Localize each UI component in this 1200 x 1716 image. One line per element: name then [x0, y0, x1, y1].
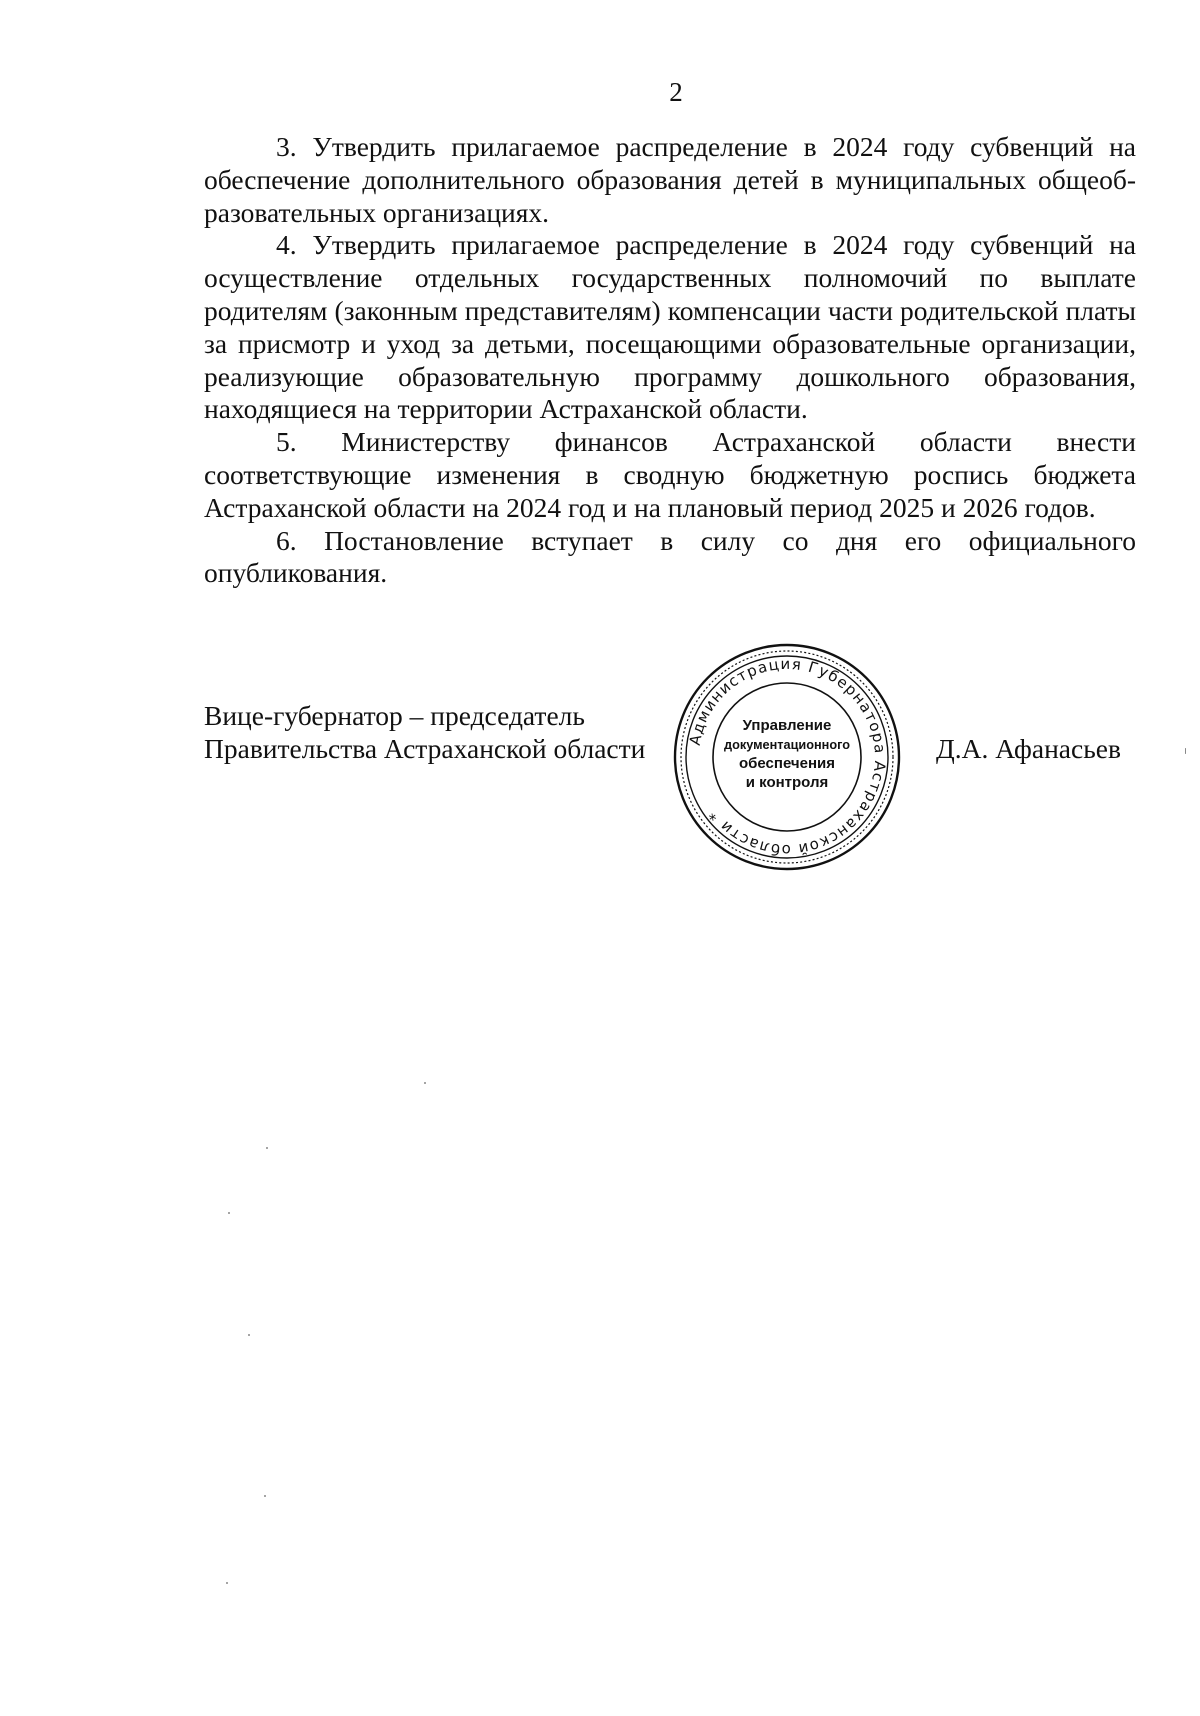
seal-graphic	[671, 641, 903, 873]
signatory-position	[204, 700, 645, 766]
scan-speck	[226, 1582, 228, 1584]
seal-center-line-2: документационного	[724, 737, 851, 752]
official-seal-stamp	[671, 641, 903, 873]
paragraph-item-5: 5. Министерству финансов Астраханской области внести соответствующие изменения в сводную бюджетную роспись бюджета Астраханской области на 2024 год и на плановый период 2025 и 2026 годов.	[204, 426, 1136, 523]
scan-speck	[264, 1495, 266, 1497]
scan-speck	[228, 1212, 230, 1214]
seal-center-line-4: и контроля	[745, 774, 829, 791]
seal-center-line-1: Управление	[742, 717, 832, 734]
scan-speck	[266, 1147, 268, 1149]
scan-speck	[1185, 748, 1186, 754]
signatory-name: Д.А. Афанасьев	[936, 733, 1121, 764]
signatory-position-line-1: Вице-губернатор – председатель	[204, 700, 585, 731]
page-number: 2	[669, 77, 683, 107]
paragraph-item-4: 4. Утвердить прилагаемое распределение в 2024 году субвенций на осуществление отдельных государственных полномочий по выплате родителям (законным представителям) компенсации части родительской платы за присмотр и уход за детьми, посещающими образовательные организации, реализующие образовательную программу дошкольного образования, находящиеся на территории Астраханской области.	[204, 229, 1136, 425]
seal-center-line-3: обеспечения	[738, 755, 836, 772]
seal-ring-text: Администрация Губернатора Астраханской области *	[685, 654, 890, 860]
document-body	[204, 131, 1136, 590]
scan-speck	[248, 1334, 250, 1336]
signatory-position-line-2: Правительства Астраханской области	[204, 732, 646, 764]
scan-speck	[424, 1082, 426, 1084]
paragraph-item-3: 3. Утвердить прилагаемое распределение в 2024 году субвенций на обеспечение дополнительного образования детей в муниципальных общеобразовательных организациях.	[204, 131, 1136, 228]
paragraph-item-6: 6. Постановление вступает в силу со дня его официального опубликования.	[204, 524, 1136, 589]
